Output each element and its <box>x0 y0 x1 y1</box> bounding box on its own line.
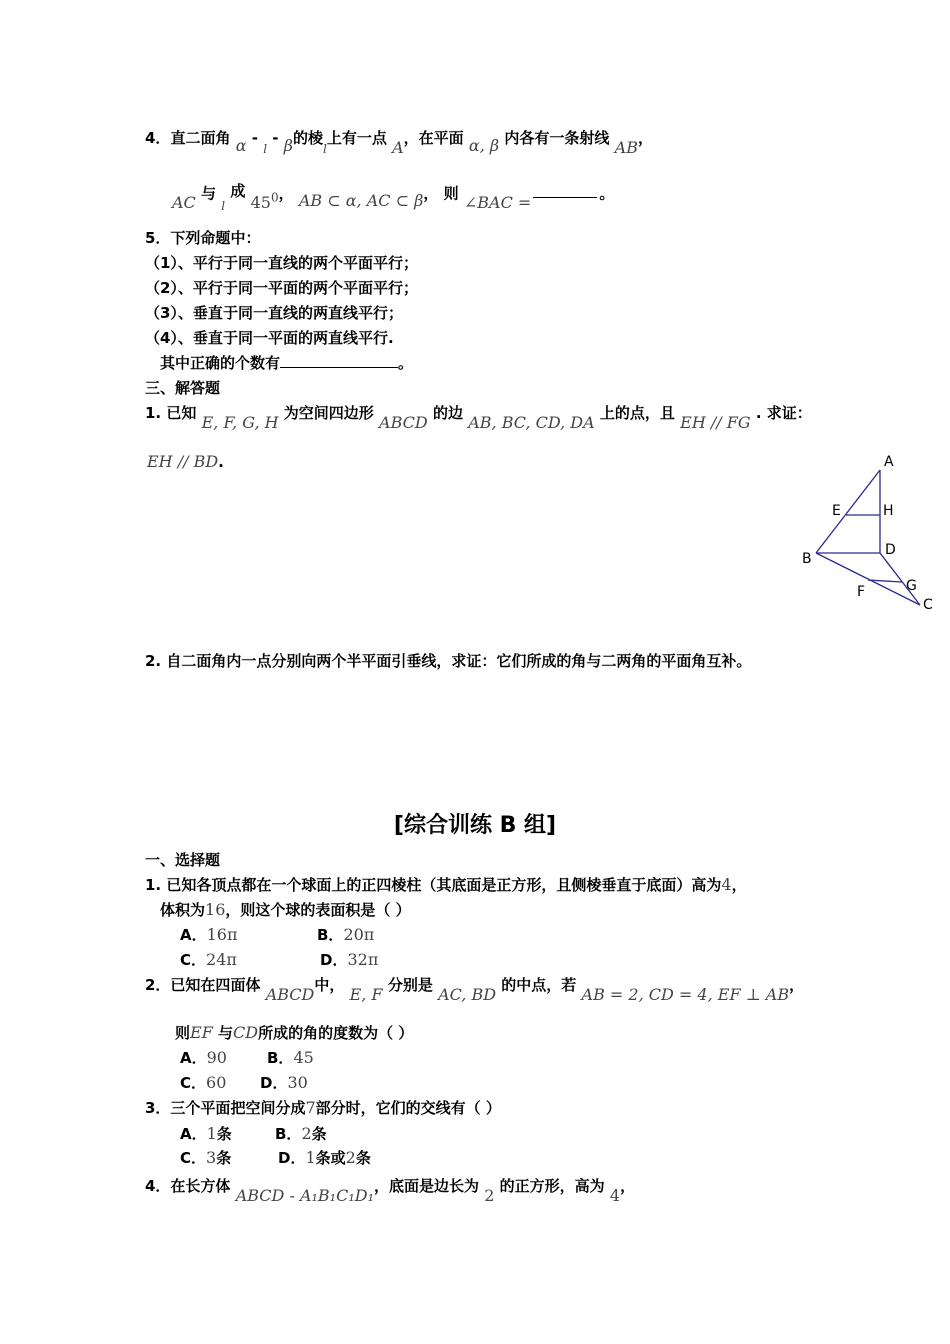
b-q3-option-d[interactable] <box>278 1148 371 1168</box>
option-unit: 条 <box>355 1149 371 1167</box>
math-CD: CD <box>233 1023 259 1042</box>
label-B: B <box>802 551 812 567</box>
b-q2-text: 的中点，若 <box>501 976 577 994</box>
b-q2-option-b[interactable] <box>267 1048 314 1068</box>
math-l: l <box>323 142 327 156</box>
option-label: B． <box>275 1125 302 1143</box>
math-45: 45 <box>250 193 271 213</box>
math-degree: 0 <box>270 191 279 205</box>
b-q2-text: 所成的角的度数为（ ） <box>258 1024 414 1042</box>
b-q2-line2 <box>175 1023 413 1043</box>
option-value: 20π <box>343 925 375 944</box>
q4-text: 上有一点 <box>326 129 387 147</box>
b-q4-text: 4．在长方体 <box>145 1177 231 1195</box>
q4-text: 则 <box>443 184 459 203</box>
option-value: 60 <box>206 1073 227 1092</box>
b-q3-option-c[interactable] <box>180 1148 231 1168</box>
option-value: 3 <box>206 1148 217 1167</box>
solve-q1-line1 <box>145 403 812 432</box>
math-EH-parallel-BD: EH // BD <box>147 452 219 471</box>
option-unit: 条 <box>216 1125 232 1143</box>
math-EF: E, F <box>349 985 383 1004</box>
q4-text: ， <box>637 129 653 147</box>
option-label: B． <box>267 1049 294 1067</box>
b-q1-text: ， <box>731 876 747 894</box>
b-q2-text: ， <box>789 976 805 994</box>
b-q1-option-b[interactable] <box>317 925 374 945</box>
q4-text: 。 <box>599 184 615 203</box>
option-value: 16π <box>206 925 238 944</box>
q5-item-3: （3）、垂直于同一直线的两直线平行； <box>145 304 403 322</box>
label-C: C <box>923 597 933 613</box>
b-q2-text: 则 <box>175 1024 191 1042</box>
option-label: C． <box>180 1074 207 1092</box>
option-label: A． <box>180 926 207 944</box>
math-AC-BD: AC, BD <box>438 985 497 1004</box>
q4-line1 <box>145 128 653 157</box>
b-q2-text: 中， <box>314 976 345 994</box>
b-q2-text: 2．已知在四面体 <box>145 976 261 994</box>
q5-tail-text: 。 <box>398 354 414 372</box>
answer-blank[interactable] <box>533 197 597 198</box>
q5-item-2: （2）、平行于同一平面的两个平面平行； <box>145 279 418 297</box>
math-condition: AB = 2, CD = 4, EF ⊥ AB <box>581 985 790 1004</box>
b-q3-text: 3．三个平面把空间分成 <box>145 1099 306 1117</box>
b-q4-text: ， <box>620 1177 636 1195</box>
b-q1-option-a[interactable] <box>180 925 237 945</box>
q5-tail <box>160 353 413 373</box>
math-cuboid: ABCD - A₁B₁C₁D₁ <box>235 1186 374 1205</box>
label-D: D <box>885 542 896 558</box>
label-F: F <box>857 584 866 600</box>
b-q2-text: 分别是 <box>387 976 433 994</box>
b-q1-line2 <box>160 900 411 920</box>
math-ABCD: ABCD <box>265 985 315 1004</box>
s1-text: 为空间四边形 <box>283 404 374 422</box>
s1-text: 上的点，且 <box>599 404 675 422</box>
s1-text: . 求证： <box>755 404 812 422</box>
b-q1-line1 <box>145 875 747 895</box>
s1-text: 的边 <box>432 404 463 422</box>
b-q2-option-d[interactable] <box>260 1073 308 1093</box>
option-value: 32π <box>347 950 379 969</box>
b-q3-option-a[interactable] <box>180 1124 232 1144</box>
option-unit: 条 <box>311 1125 327 1143</box>
option-value: 30 <box>287 1073 308 1092</box>
s1-text: 1. 已知 <box>145 404 197 422</box>
section-heading: 三、解答题 <box>145 379 221 397</box>
option-label: A． <box>180 1049 207 1067</box>
math-EFGH: E, F, G, H <box>201 413 279 432</box>
math-edges: AB, BC, CD, DA <box>468 413 595 432</box>
dash: - <box>272 129 279 147</box>
option-value: 2 <box>301 1124 312 1143</box>
math-ABCD: ABCD <box>379 413 428 432</box>
math-A: A <box>392 138 404 157</box>
quadrilateral-figure <box>800 454 933 614</box>
option-label: A． <box>180 1125 207 1143</box>
math-condition: AB ⊂ α, AC ⊂ β <box>298 191 424 211</box>
option-label: D． <box>260 1074 288 1092</box>
solve-q2: 2. 自二面角内一点分别向两个半平面引垂线，求证：它们所成的角与二两角的平面角互补。 <box>145 652 752 670</box>
option-unit: 条 <box>216 1149 232 1167</box>
b-q1-text: ，则这个球的表面积是（ ） <box>225 901 411 919</box>
b-q3-line <box>145 1098 501 1118</box>
option-label: C． <box>180 1149 207 1167</box>
math-alpha-beta: α, β <box>468 136 500 155</box>
edge-AB <box>816 470 880 553</box>
q4-text: 成 <box>230 182 246 201</box>
dash: - <box>251 129 258 147</box>
b-q3-text: 部分时，它们的交线有（ ） <box>315 1099 501 1117</box>
option-value: 1 <box>305 1148 316 1167</box>
b-q2-option-a[interactable] <box>180 1048 227 1068</box>
q5-item-4: （4）、垂直于同一平面的两直线平行. <box>145 329 394 347</box>
s1-text: . <box>218 453 224 471</box>
math-EH-parallel-FG: EH // FG <box>680 413 751 432</box>
option-label: D． <box>320 951 348 969</box>
q4-text: ，在平面 <box>403 129 464 147</box>
b-q4-line <box>145 1176 636 1205</box>
option-unit: 条或 <box>315 1149 346 1167</box>
section-title: [综合训练 B 组] <box>393 813 557 838</box>
b-q4-text: 的正方形，高为 <box>499 1177 605 1195</box>
edge-BC <box>816 553 920 605</box>
q4-text: 的棱 <box>293 129 324 147</box>
math-l: l <box>221 199 226 214</box>
option-label: D． <box>278 1149 306 1167</box>
q4-text: 与 <box>201 184 217 203</box>
q5-head: 5．下列命题中： <box>145 229 261 247</box>
math-angle-BAC: ∠BAC = <box>463 193 532 213</box>
b-q1-text: 体积为 <box>160 901 206 919</box>
q5-tail-text: 其中正确的个数有 <box>160 354 281 372</box>
q4-text: ， <box>423 184 439 203</box>
math-2: 2 <box>484 1186 495 1205</box>
option-value: 90 <box>206 1048 227 1067</box>
b-q1-option-c[interactable] <box>180 950 237 970</box>
answer-blank[interactable] <box>280 353 398 368</box>
math-16: 16 <box>205 900 226 919</box>
math-alpha: α <box>235 136 247 155</box>
solve-q1-line2 <box>147 452 224 472</box>
section-heading: 一、选择题 <box>145 851 221 869</box>
b-q3-option-b[interactable] <box>275 1124 327 1144</box>
option-value: 1 <box>206 1124 217 1143</box>
math-l: l <box>263 142 268 156</box>
label-H: H <box>883 503 894 519</box>
q4-text: 直二面角 <box>170 129 231 147</box>
b-q2-option-c[interactable] <box>180 1073 226 1093</box>
option-value: 2 <box>345 1148 356 1167</box>
b-q1-option-d[interactable] <box>320 950 378 970</box>
q5-item-1: （1）、平行于同一直线的两个平面平行； <box>145 254 418 272</box>
b-q2-line1 <box>145 975 805 1004</box>
b-q2-text: 与 <box>218 1024 234 1042</box>
q4-number: 4． <box>145 129 171 147</box>
math-4: 4 <box>721 875 732 894</box>
option-value: 24π <box>206 950 237 969</box>
math-AC: AC <box>172 193 196 213</box>
math-EF: EF <box>190 1023 213 1042</box>
label-E: E <box>832 503 841 519</box>
b-q1-text: 1. 已知各顶点都在一个球面上的正四棱柱（其底面是正方形，且侧棱垂直于底面）高为 <box>145 876 722 894</box>
q4-line2 <box>172 178 615 214</box>
math-beta: β <box>283 136 293 155</box>
math-4: 4 <box>609 1186 621 1205</box>
b-q4-text: ，底面是边长为 <box>373 1177 479 1195</box>
q4-text: ， <box>278 184 294 203</box>
math-7: 7 <box>305 1098 316 1117</box>
option-value: 45 <box>293 1048 314 1067</box>
option-label: B． <box>317 926 344 944</box>
math-AB: AB <box>614 138 638 157</box>
label-A: A <box>884 454 894 470</box>
label-G: G <box>906 578 917 594</box>
q4-text: 内各有一条射线 <box>504 129 610 147</box>
option-label: C． <box>180 951 207 969</box>
